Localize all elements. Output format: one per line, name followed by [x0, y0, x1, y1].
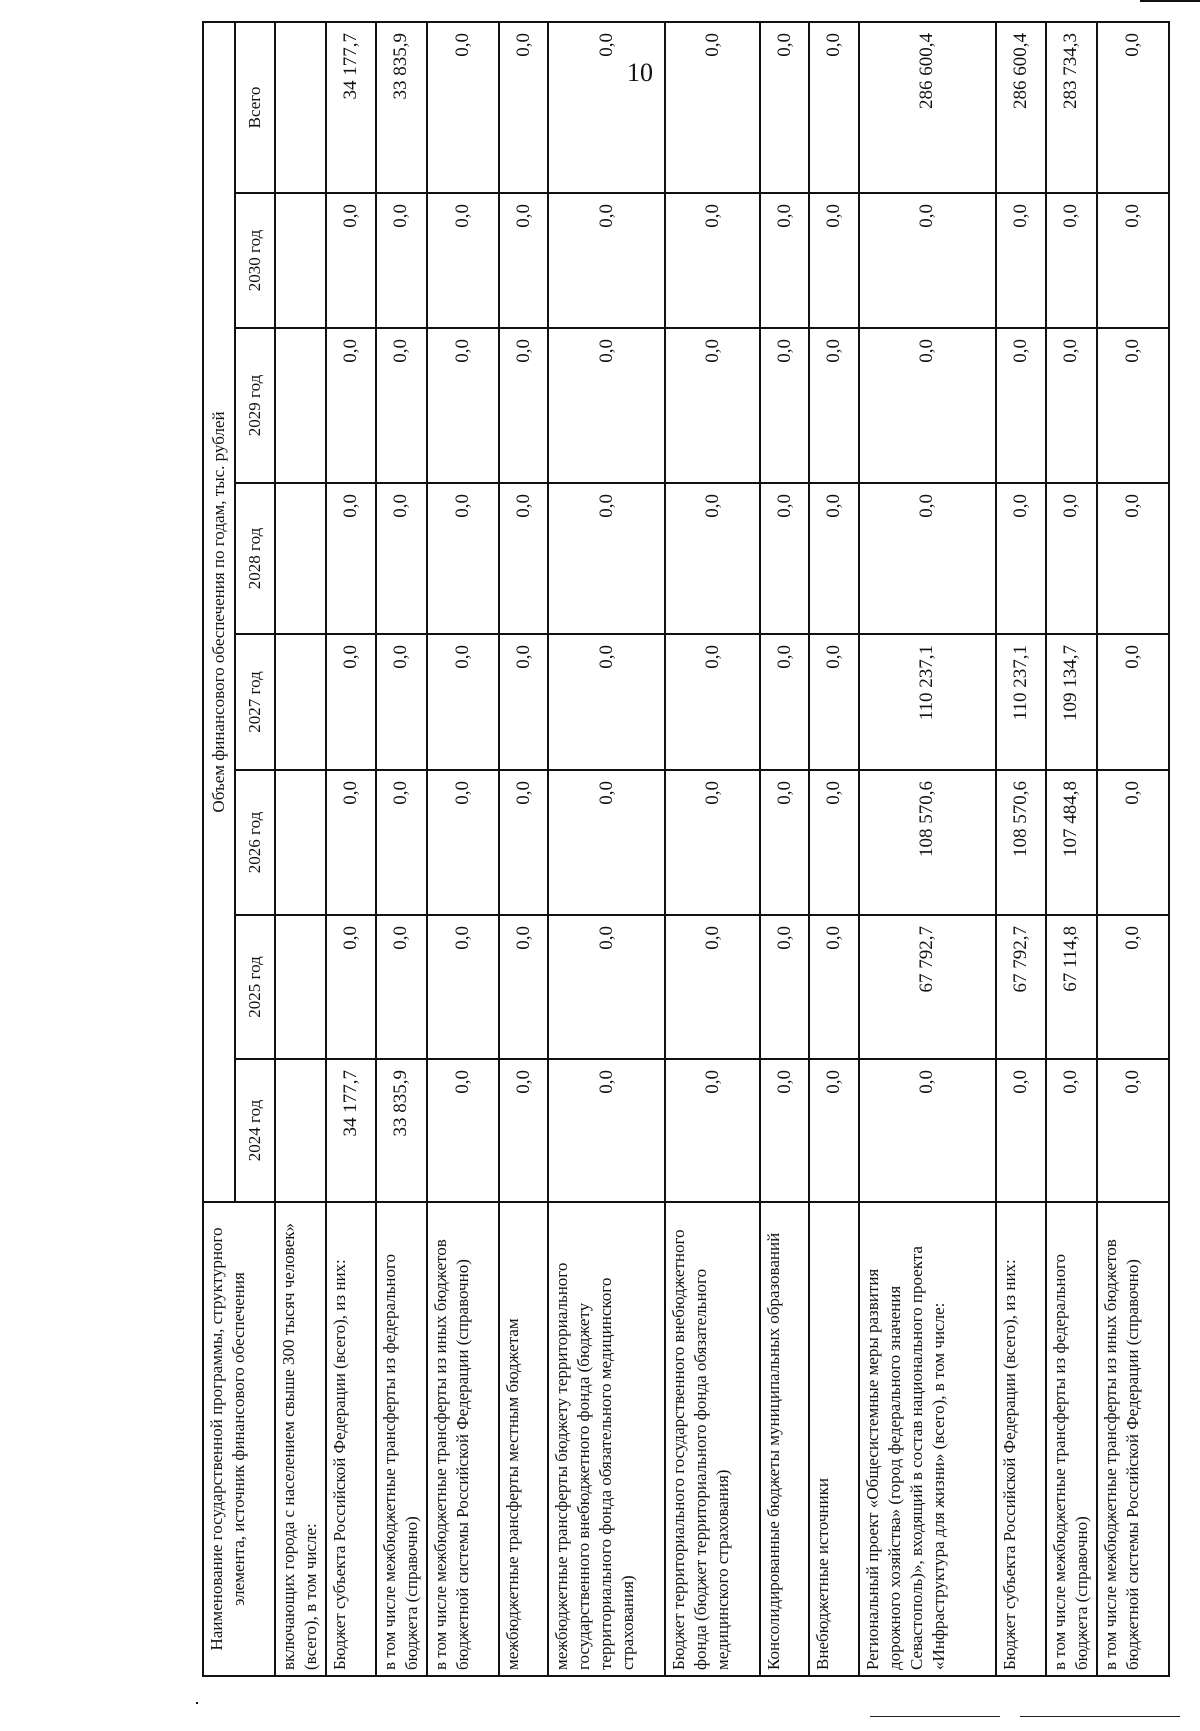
- cell-value: 0,0: [1097, 483, 1169, 634]
- cell-value: 0,0: [665, 1059, 760, 1202]
- cell-value: 0,0: [809, 22, 858, 193]
- cell-value: 0,0: [665, 193, 760, 328]
- cell-value: 0,0: [548, 483, 665, 634]
- row-name: межбюджетные трансферты бюджету территориального государственного внебюджетного фонда (бюджету территориального фонда обязательного медицинского страхования): [548, 1202, 665, 1676]
- table-row: [326, 22, 375, 1676]
- cell-value: 0,0: [760, 634, 809, 770]
- cell-value: 0,0: [548, 328, 665, 483]
- cell-value: 110 237,1: [859, 634, 997, 770]
- cell-value: 0,0: [809, 770, 858, 915]
- cell-value: [275, 770, 326, 915]
- cell-value: [275, 483, 326, 634]
- cell-value: 110 237,1: [996, 634, 1045, 770]
- cell-value: 286 600,4: [996, 22, 1045, 193]
- cell-value: 0,0: [427, 483, 499, 634]
- cell-value: 0,0: [996, 328, 1045, 483]
- scan-dot: [196, 1702, 198, 1704]
- cell-value: 0,0: [427, 634, 499, 770]
- cell-value: 0,0: [809, 1059, 858, 1202]
- cell-value: 0,0: [376, 328, 427, 483]
- table-row: [809, 22, 858, 1676]
- cell-value: 0,0: [1097, 1059, 1169, 1202]
- cell-value: 0,0: [499, 22, 548, 193]
- cell-value: [275, 634, 326, 770]
- cell-value: 0,0: [326, 483, 375, 634]
- cell-value: 0,0: [548, 22, 665, 193]
- cell-value: 283 734,3: [1046, 22, 1097, 193]
- row-name: включающих города с населением свыше 300 тысяч человек» (всего), в том числе:: [275, 1202, 326, 1676]
- cell-value: 0,0: [809, 328, 858, 483]
- table-row: [996, 22, 1045, 1676]
- row-name: Внебюджетные источники: [809, 1202, 858, 1676]
- cell-value: 0,0: [760, 1059, 809, 1202]
- cell-value: 109 134,7: [1046, 634, 1097, 770]
- cell-value: 0,0: [760, 770, 809, 915]
- cell-value: 0,0: [427, 22, 499, 193]
- cell-value: 67 792,7: [996, 915, 1045, 1059]
- cell-value: 0,0: [760, 193, 809, 328]
- cell-value: 0,0: [1046, 328, 1097, 483]
- cell-value: 0,0: [996, 193, 1045, 328]
- table-row: [1046, 22, 1097, 1676]
- cell-value: 0,0: [859, 1059, 997, 1202]
- cell-value: 0,0: [760, 483, 809, 634]
- cell-value: 0,0: [665, 634, 760, 770]
- cell-value: 0,0: [326, 193, 375, 328]
- cell-value: 34 177,7: [326, 1059, 375, 1202]
- table-row: [427, 22, 499, 1676]
- cell-value: 0,0: [665, 915, 760, 1059]
- cell-value: 0,0: [760, 915, 809, 1059]
- row-name: межбюджетные трансферты местным бюджетам: [499, 1202, 548, 1676]
- cell-value: 0,0: [548, 193, 665, 328]
- cell-value: 0,0: [548, 915, 665, 1059]
- cell-value: 0,0: [1097, 634, 1169, 770]
- cell-value: 0,0: [499, 634, 548, 770]
- cell-value: [275, 193, 326, 328]
- cell-value: 108 570,6: [859, 770, 997, 915]
- cell-value: 286 600,4: [859, 22, 997, 193]
- cell-value: 0,0: [427, 770, 499, 915]
- header-year-2027: 2027 год: [235, 634, 275, 770]
- scan-footer-line: [870, 1716, 1000, 1717]
- row-name: в том числе межбюджетные трансферты из федерального бюджета (справочно): [376, 1202, 427, 1676]
- cell-value: 0,0: [499, 193, 548, 328]
- cell-value: 0,0: [376, 483, 427, 634]
- cell-value: 0,0: [996, 1059, 1045, 1202]
- scan-footer-line: [1020, 1716, 1180, 1717]
- cell-value: [275, 1059, 326, 1202]
- cell-value: 0,0: [859, 193, 997, 328]
- cell-value: 0,0: [499, 915, 548, 1059]
- cell-value: [275, 22, 326, 193]
- cell-value: 0,0: [1097, 193, 1169, 328]
- cell-value: 0,0: [548, 1059, 665, 1202]
- cell-value: 0,0: [1097, 328, 1169, 483]
- cell-value: 0,0: [376, 770, 427, 915]
- financing-table-rotated: [202, 23, 1170, 1677]
- row-name: в том числе межбюджетные трансферты из иных бюджетов бюджетной системы Российской Федерации (справочно): [1097, 1202, 1169, 1676]
- cell-value: [275, 328, 326, 483]
- header-total: Всего: [235, 22, 275, 193]
- cell-value: 0,0: [1097, 22, 1169, 193]
- cell-value: 0,0: [376, 193, 427, 328]
- row-name: Бюджет субъекта Российской Федерации (всего), из них:: [996, 1202, 1045, 1676]
- cell-value: 0,0: [665, 483, 760, 634]
- cell-value: 0,0: [548, 634, 665, 770]
- cell-value: 0,0: [326, 634, 375, 770]
- row-name: в том числе межбюджетные трансферты из федерального бюджета (справочно): [1046, 1202, 1097, 1676]
- financing-table: [202, 21, 1170, 1677]
- table-row: [548, 22, 665, 1676]
- table-row: [760, 22, 809, 1676]
- cell-value: 0,0: [859, 483, 997, 634]
- cell-value: 0,0: [809, 193, 858, 328]
- cell-value: 0,0: [1097, 770, 1169, 915]
- header-year-2024: 2024 год: [235, 1059, 275, 1202]
- cell-value: 0,0: [1046, 193, 1097, 328]
- cell-value: 0,0: [665, 22, 760, 193]
- cell-value: 0,0: [809, 483, 858, 634]
- row-name: Бюджет территориального государственного внебюджетного фонда (бюджет территориального фонда обязательного медицинского страхования): [665, 1202, 760, 1676]
- cell-value: 0,0: [859, 328, 997, 483]
- row-name: Региональный проект «Общесистемные меры развития дорожного хозяйства» (город федерального значения Севастополь)», входящий в состав национального проекта «Инфраструктура для жизни» (всего), в том числе:: [859, 1202, 997, 1676]
- cell-value: 0,0: [326, 770, 375, 915]
- table-row: [499, 22, 548, 1676]
- row-name: Консолидированные бюджеты муниципальных образований: [760, 1202, 809, 1676]
- cell-value: 0,0: [427, 193, 499, 328]
- cell-value: 0,0: [665, 770, 760, 915]
- cell-value: 0,0: [499, 328, 548, 483]
- cell-value: 67 114,8: [1046, 915, 1097, 1059]
- cell-value: 0,0: [427, 915, 499, 1059]
- table-row: [665, 22, 760, 1676]
- cell-value: 33 835,9: [376, 22, 427, 193]
- cell-value: 33 835,9: [376, 1059, 427, 1202]
- cell-value: 0,0: [760, 328, 809, 483]
- cell-value: 0,0: [665, 328, 760, 483]
- cell-value: 0,0: [809, 634, 858, 770]
- cell-value: 0,0: [499, 483, 548, 634]
- table-row: [1097, 22, 1169, 1676]
- row-name: Бюджет субъекта Российской Федерации (всего), из них:: [326, 1202, 375, 1676]
- table-row: [275, 22, 326, 1676]
- header-year-2025: 2025 год: [235, 915, 275, 1059]
- cell-value: 0,0: [809, 915, 858, 1059]
- cell-value: 0,0: [427, 1059, 499, 1202]
- header-name-column: Наименование государственной программы, структурного элемента, источник финансового обеспечения: [203, 1202, 275, 1676]
- cell-value: 0,0: [499, 770, 548, 915]
- table-row: [376, 22, 427, 1676]
- cell-value: 0,0: [499, 1059, 548, 1202]
- cell-value: 108 570,6: [996, 770, 1045, 915]
- header-financing-group: Объем финансового обеспечения по годам, тыс. рублей: [203, 22, 235, 1202]
- cell-value: 34 177,7: [326, 22, 375, 193]
- cell-value: 0,0: [427, 328, 499, 483]
- cell-value: 0,0: [1097, 915, 1169, 1059]
- cell-value: [275, 915, 326, 1059]
- page-number: 10: [627, 58, 653, 87]
- header-year-2028: 2028 год: [235, 483, 275, 634]
- table-row: [859, 22, 997, 1676]
- cell-value: 0,0: [326, 915, 375, 1059]
- cell-value: 0,0: [1046, 1059, 1097, 1202]
- header-year-2029: 2029 год: [235, 328, 275, 483]
- cell-value: 107 484,8: [1046, 770, 1097, 915]
- scan-edge-mark: [1140, 0, 1200, 2]
- cell-value: 0,0: [760, 22, 809, 193]
- cell-value: 0,0: [376, 634, 427, 770]
- cell-value: 67 792,7: [859, 915, 997, 1059]
- row-name: в том числе межбюджетные трансферты из иных бюджетов бюджетной системы Российской Федерации (справочно): [427, 1202, 499, 1676]
- cell-value: 0,0: [1046, 483, 1097, 634]
- cell-value: 0,0: [548, 770, 665, 915]
- cell-value: 0,0: [326, 328, 375, 483]
- cell-value: 0,0: [376, 915, 427, 1059]
- header-year-2030: 2030 год: [235, 193, 275, 328]
- header-year-2026: 2026 год: [235, 770, 275, 915]
- cell-value: 0,0: [996, 483, 1045, 634]
